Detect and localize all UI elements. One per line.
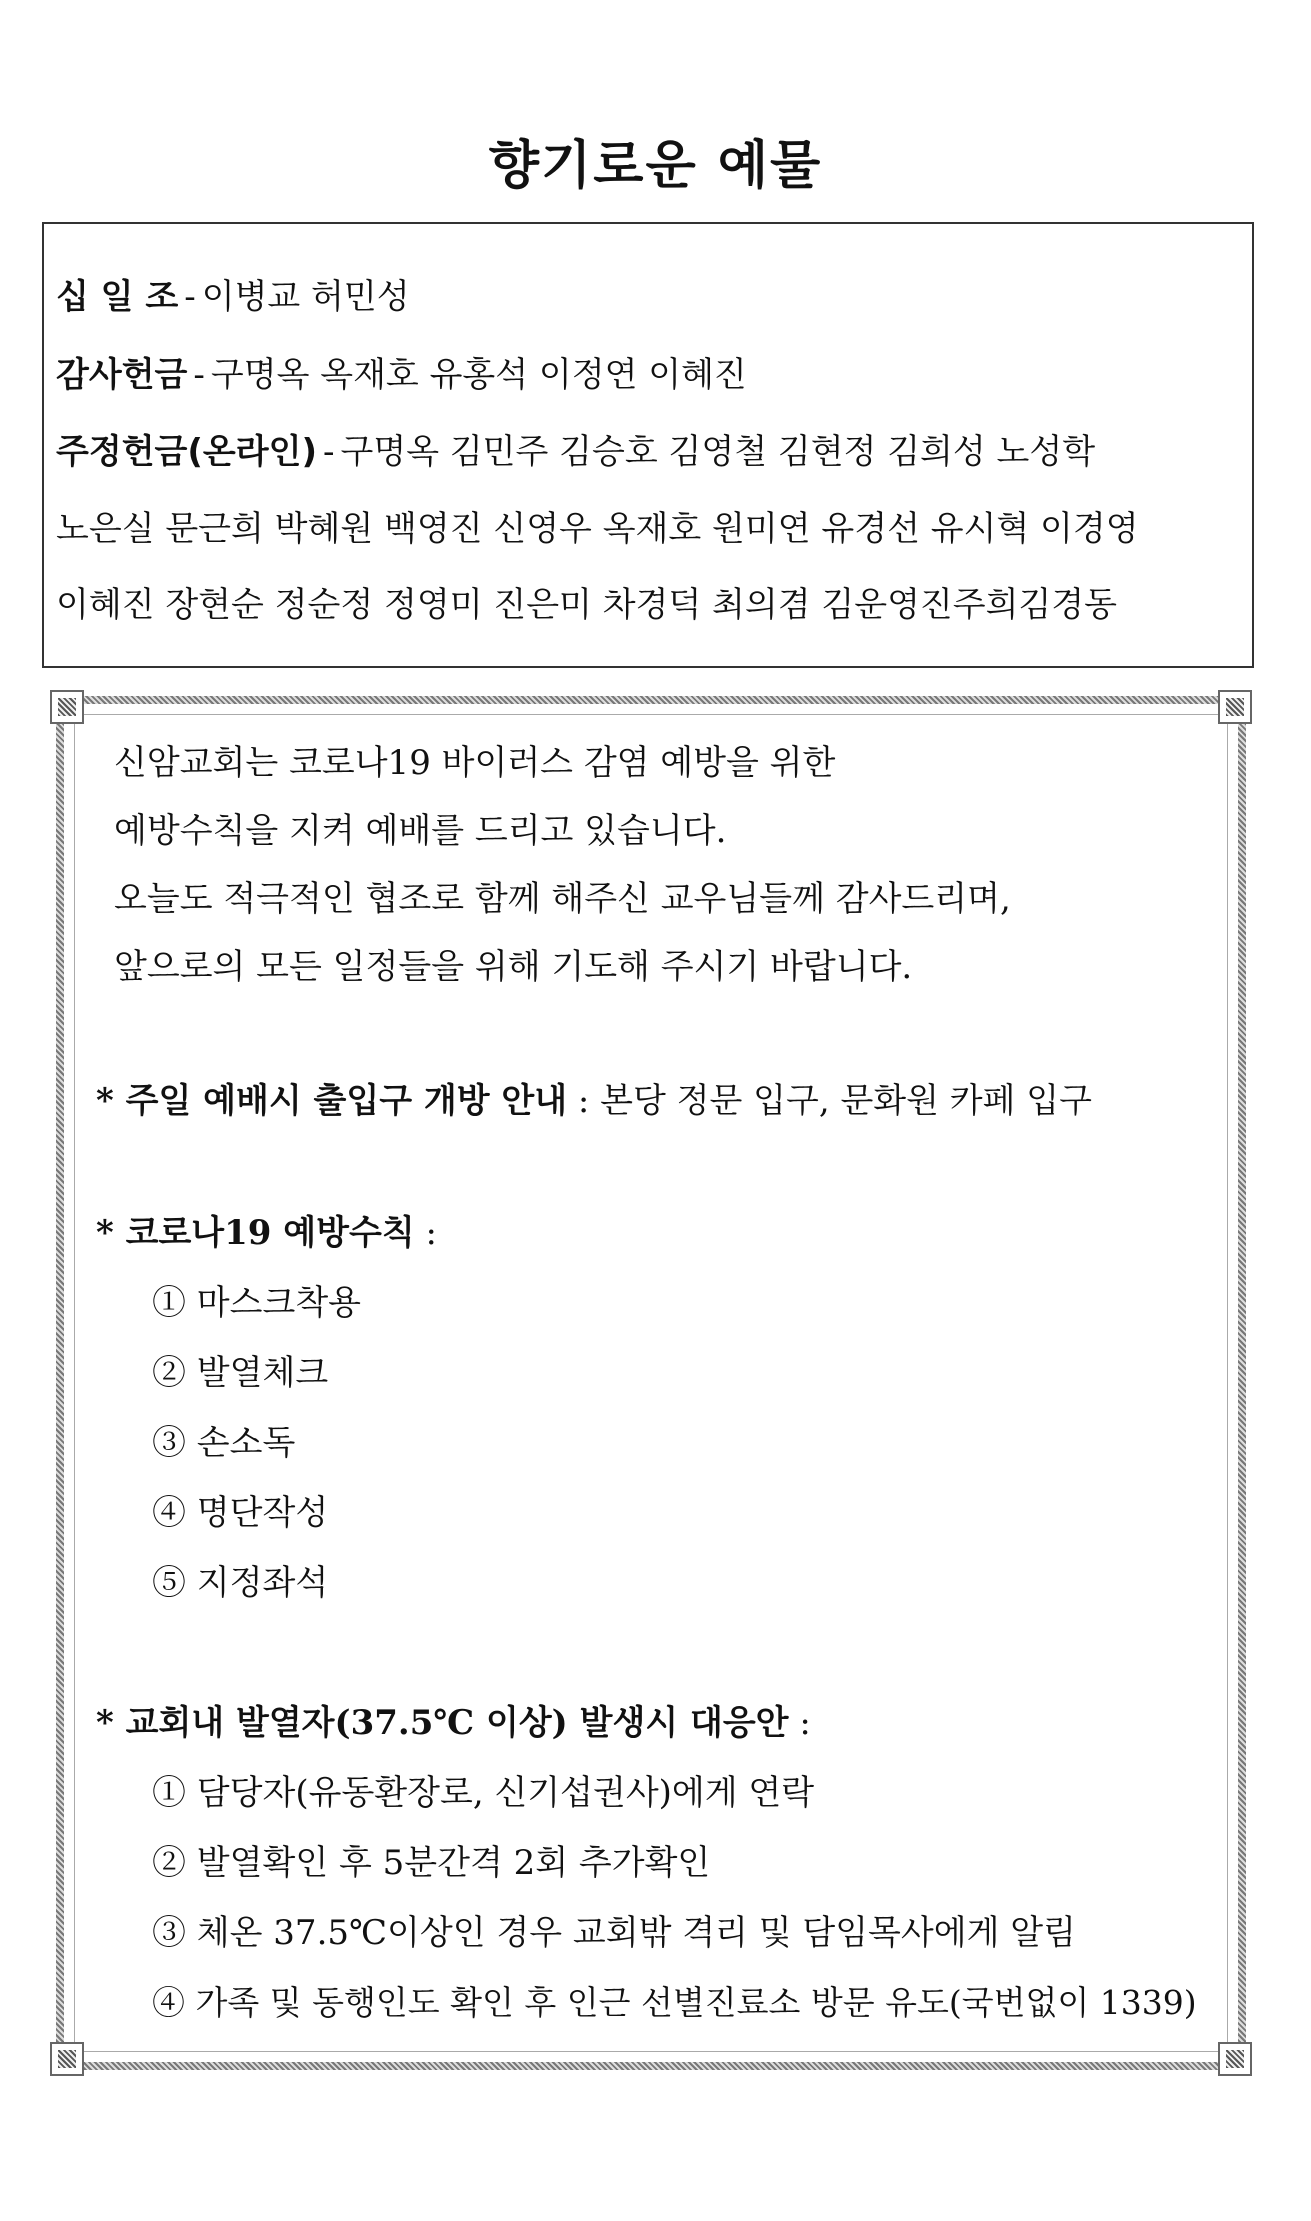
fever-item: ② 발열확인 후 5분간격 2회 추가확인 [152, 1843, 711, 1883]
notice-intro-line: 신암교회는 코로나19 바이러스 감염 예방을 위한 [114, 743, 836, 783]
offering-names-continued-1: 노은실 문근희 박혜원 백영진 신영우 옥재호 원미연 유경선 유시혁 이경영 [56, 509, 1139, 549]
frame-corner-ornament [1218, 690, 1252, 724]
notice-intro-line: 예방수칙을 지켜 예배를 드리고 있습니다. [114, 811, 727, 851]
offering-category-weekly: 주정헌금(온라인) [56, 432, 317, 472]
separator-dash: - [193, 355, 205, 395]
rules-heading-line [96, 1213, 437, 1253]
entrance-notice [96, 1081, 1092, 1121]
fever-heading: * 교회내 발열자(37.5℃ 이상) 발생시 대응안 [96, 1703, 789, 1743]
offering-category-thanks: 감사헌금 [56, 355, 188, 395]
offering-line-thanks [56, 355, 747, 395]
rules-item: ② 발열체크 [152, 1353, 329, 1393]
entrance-text: 본당 정문 입구, 문화원 카페 입구 [600, 1081, 1092, 1121]
rules-heading: * 코로나19 예방수칙 [96, 1213, 415, 1253]
offering-category-tithe: 십 일 조 [56, 277, 179, 317]
notice-frame [56, 696, 1246, 2070]
notice-intro-line: 앞으로의 모든 일정들을 위해 기도해 주시기 바랍니다. [114, 947, 913, 987]
rules-item: ④ 명단작성 [152, 1493, 329, 1533]
rules-colon: : [414, 1213, 437, 1253]
frame-corner-ornament [1218, 2042, 1252, 2076]
frame-corner-ornament [50, 690, 84, 724]
entrance-heading: * 주일 예배시 출입구 개방 안내 [96, 1081, 568, 1121]
rules-item: ③ 손소독 [152, 1423, 296, 1463]
fever-heading-line [96, 1703, 811, 1743]
fever-item: ① 담당자(유동환장로, 신기섭권사)에게 연락 [152, 1773, 815, 1813]
offering-line-weekly [56, 432, 1096, 472]
separator-dash: - [184, 277, 196, 317]
page-title: 향기로운 예물 [488, 136, 823, 196]
offering-names-tithe: 이병교 허민성 [201, 277, 410, 317]
separator-dash: - [323, 432, 335, 472]
fever-item: ③ 체온 37.5℃이상인 경우 교회밖 격리 및 담임목사에게 알림 [152, 1913, 1076, 1953]
entrance-colon: : [567, 1081, 601, 1121]
notice-intro-line: 오늘도 적극적인 협조로 함께 해주신 교우님들께 감사드리며, [114, 879, 1011, 919]
offering-line-tithe [56, 277, 410, 317]
rules-item: ① 마스크착용 [152, 1283, 362, 1323]
offering-names-weekly: 구명옥 김민주 김승호 김영철 김현정 김희성 노성학 [340, 432, 1096, 472]
offering-names-thanks: 구명옥 옥재호 유홍석 이정연 이혜진 [210, 355, 747, 395]
offering-names-continued-2: 이혜진 장현순 정순정 정영미 진은미 차경덕 최의겸 김운영진주희김경동 [56, 585, 1117, 625]
offering-list-box [42, 222, 1254, 668]
frame-corner-ornament [50, 2042, 84, 2076]
rules-item: ⑤ 지정좌석 [152, 1563, 329, 1603]
fever-item: ④ 가족 및 동행인도 확인 후 인근 선별진료소 방문 유도(국번없이 1339) [152, 1983, 1197, 2022]
fever-colon: : [788, 1703, 811, 1743]
